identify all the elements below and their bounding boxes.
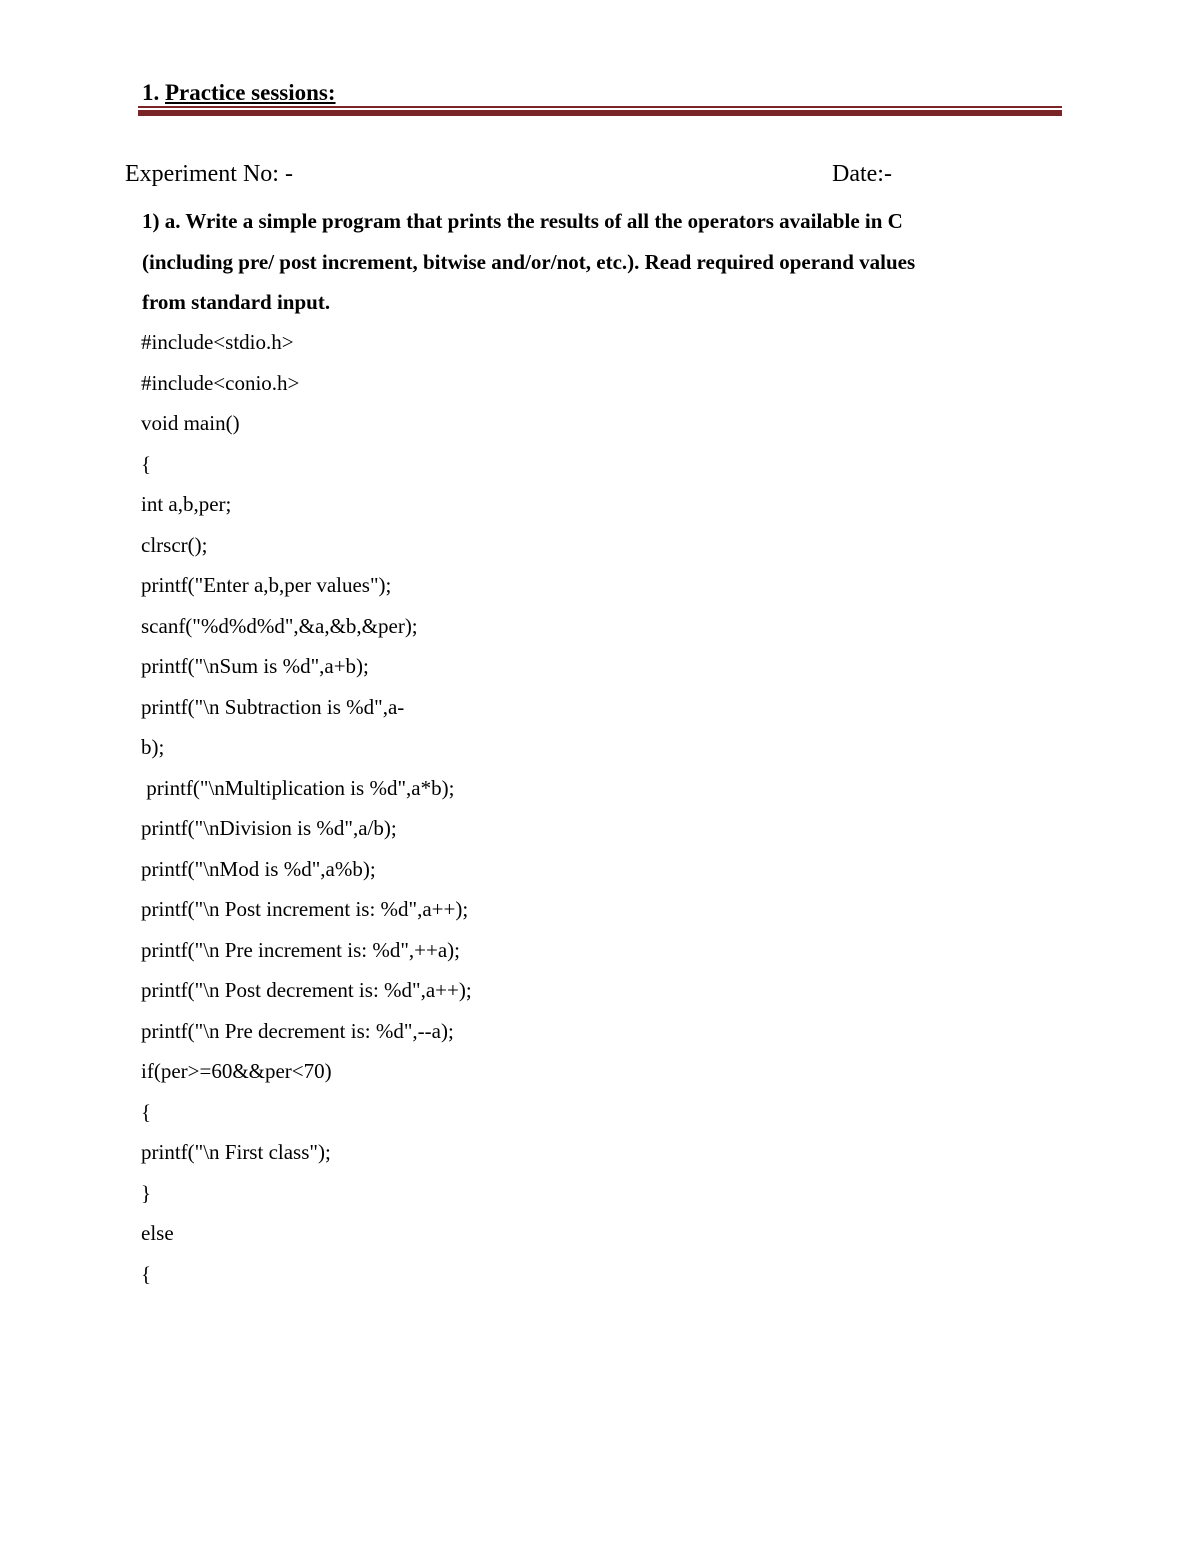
code-line: if(per>=60&&per<70) xyxy=(141,1059,332,1083)
code-line: { xyxy=(141,451,152,476)
code-line: { xyxy=(141,1261,152,1286)
code-line: printf("\nDivision is %d",a/b); xyxy=(141,816,397,840)
code-line: printf("\n Pre increment is: %d",++a); xyxy=(141,937,460,962)
code-line: void main() xyxy=(141,411,240,435)
section-heading xyxy=(142,78,336,108)
heading-rule-thick xyxy=(138,110,1062,116)
code-line: { xyxy=(141,1099,152,1124)
heading-rule-thin xyxy=(138,106,1062,108)
code-line: printf("\n Post increment is: %d",a++); xyxy=(141,897,469,921)
code-line: clrscr(); xyxy=(141,532,208,557)
question-text xyxy=(142,201,1042,323)
code-line: } xyxy=(141,1180,152,1205)
date-label: Date:- xyxy=(832,161,892,187)
section-number: 1. xyxy=(142,80,160,105)
code-line: #include<conio.h> xyxy=(141,370,300,395)
code-line: printf("\n Subtraction is %d",a- xyxy=(141,694,405,719)
code-line: printf("\n Pre decrement is: %d",--a); xyxy=(141,1018,454,1043)
code-line: scanf("%d%d%d",&a,&b,&per); xyxy=(141,613,418,638)
code-line: printf("\nMod is %d",a%b); xyxy=(141,856,376,881)
question-line: 1) a. Write a simple program that prints the results of all the operators available in C xyxy=(142,209,903,233)
code-line: printf("\nSum is %d",a+b); xyxy=(141,654,369,678)
question-line: from standard input. xyxy=(142,290,331,314)
code-listing xyxy=(141,322,472,1294)
code-line: printf("\nMultiplication is %d",a*b); xyxy=(141,775,455,800)
code-line: printf("Enter a,b,per values"); xyxy=(141,573,392,597)
experiment-number-label: Experiment No: - xyxy=(125,161,293,187)
code-line: #include<stdio.h> xyxy=(141,330,294,354)
code-line: printf("\n Post decrement is: %d",a++); xyxy=(141,978,472,1002)
code-line: printf("\n First class"); xyxy=(141,1140,331,1164)
code-line: else xyxy=(141,1221,174,1245)
section-title: Practice sessions: xyxy=(165,80,336,105)
code-line: int a,b,per; xyxy=(141,492,232,516)
question-line: (including pre/ post increment, bitwise and/or/not, etc.). Read required operand values xyxy=(142,249,916,274)
code-line: b); xyxy=(141,735,165,759)
